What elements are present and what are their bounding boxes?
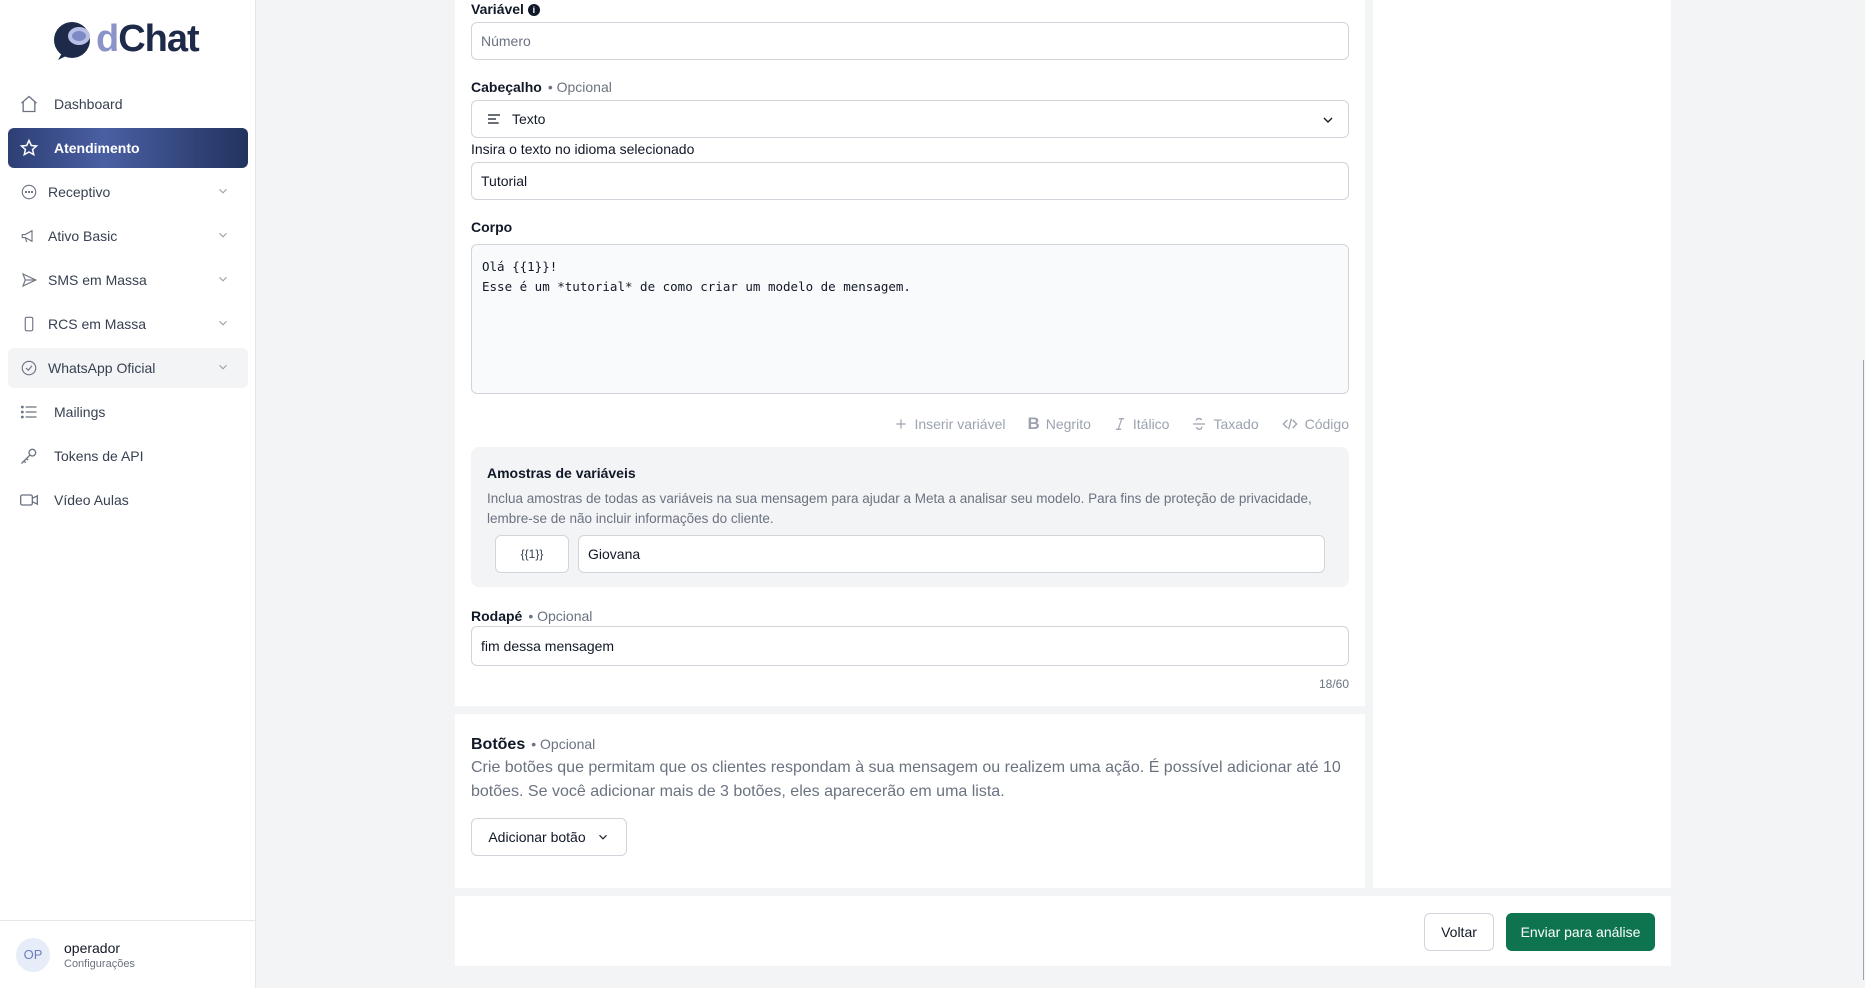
strikethrough-icon bbox=[1191, 416, 1207, 432]
chevron-down-icon bbox=[216, 184, 230, 201]
insert-variable-button[interactable]: Inserir variável bbox=[894, 416, 1005, 432]
samples-description: Inclua amostras de todas as variáveis na sua mensagem para ajudar a Meta a analisar seu modelo. Para fins de proteção de privacidade, lembre-se de não incluir informações do cliente. bbox=[487, 491, 1312, 526]
header-label: Cabeçalho • Opcional bbox=[471, 79, 612, 95]
header-type-value: Texto bbox=[512, 111, 546, 127]
code-button[interactable]: Código bbox=[1281, 416, 1349, 432]
sidebar-item-label: Tokens de API bbox=[54, 448, 144, 464]
variable-input[interactable]: Número bbox=[471, 22, 1349, 60]
form-actions-bar bbox=[455, 896, 1671, 966]
text-align-icon bbox=[486, 111, 502, 127]
add-button-dropdown[interactable]: Adicionar botão bbox=[471, 818, 627, 856]
optional-tag: • Opcional bbox=[531, 736, 596, 752]
template-form-card bbox=[455, 0, 1365, 706]
user-profile[interactable] bbox=[0, 920, 256, 988]
sidebar-item-label: Dashboard bbox=[54, 96, 123, 112]
chevron-down-icon bbox=[1320, 112, 1336, 128]
buttons-section bbox=[455, 714, 1365, 888]
footer-char-counter: 18/60 bbox=[1318, 677, 1349, 691]
sidebar-item-video-aulas[interactable] bbox=[8, 480, 248, 520]
sidebar-item-sms-em-massa[interactable] bbox=[8, 260, 248, 300]
sidebar-item-label: Receptivo bbox=[48, 184, 111, 200]
sidebar-item-label: SMS em Massa bbox=[48, 272, 147, 288]
footer-input[interactable]: fim dessa mensagem bbox=[471, 626, 1349, 666]
sidebar bbox=[0, 0, 256, 988]
info-icon[interactable]: i bbox=[528, 4, 540, 16]
sidebar-item-ativo-basic[interactable] bbox=[8, 216, 248, 256]
sidebar-item-rcs-em-massa[interactable] bbox=[8, 304, 248, 344]
chevron-down-icon bbox=[216, 360, 230, 377]
mobile-icon bbox=[18, 313, 40, 335]
user-settings-link[interactable]: Configurações bbox=[64, 957, 135, 970]
avatar: OP bbox=[16, 938, 50, 972]
brand-prefix: d bbox=[96, 18, 119, 60]
body-textarea[interactable]: Olá {{1}}! Esse é um *tutorial* de como criar um modelo de mensagem. bbox=[471, 244, 1349, 394]
samples-title: Amostras de variáveis bbox=[487, 465, 636, 481]
sidebar-item-label: Mailings bbox=[54, 404, 106, 420]
header-hint: Insira o texto no idioma selecionado bbox=[471, 141, 695, 157]
header-type-select[interactable] bbox=[471, 100, 1349, 138]
variable-label: Variável i bbox=[471, 1, 540, 17]
sidebar-item-receptivo[interactable] bbox=[8, 172, 248, 212]
scrollbar[interactable] bbox=[1863, 360, 1864, 980]
video-icon bbox=[18, 489, 40, 511]
list-icon bbox=[18, 401, 40, 423]
buttons-description: Crie botões que permitam que os clientes respondam à sua mensagem ou realizem uma ação. É possível adicionar até 10 botões. Se você adicionar mais de 3 botões, eles aparecerão em uma lista. bbox=[471, 759, 1341, 800]
variable-samples-panel bbox=[471, 447, 1349, 587]
optional-tag: • Opcional bbox=[547, 79, 612, 95]
strikethrough-button[interactable]: Taxado bbox=[1191, 416, 1258, 432]
code-icon bbox=[1281, 416, 1299, 432]
star-icon bbox=[18, 137, 40, 159]
sidebar-item-tokens-de-api[interactable] bbox=[8, 436, 248, 476]
header-text-input[interactable]: Tutorial bbox=[471, 162, 1349, 200]
submit-for-review-button[interactable]: Enviar para análise bbox=[1506, 913, 1655, 951]
body-label: Corpo bbox=[471, 219, 513, 235]
sidebar-nav bbox=[8, 84, 248, 524]
bold-icon: B bbox=[1027, 414, 1040, 433]
chevron-down-icon bbox=[216, 272, 230, 289]
check-circle-icon bbox=[18, 357, 40, 379]
chevron-down-icon bbox=[596, 830, 610, 844]
sidebar-item-label: WhatsApp Oficial bbox=[48, 360, 156, 376]
sidebar-item-whatsapp-oficial[interactable] bbox=[8, 348, 248, 388]
variable-chip: {{1}} bbox=[495, 535, 569, 573]
sidebar-item-dashboard[interactable] bbox=[8, 84, 248, 124]
buttons-title: Botões • Opcional bbox=[471, 736, 596, 753]
chevron-down-icon bbox=[216, 316, 230, 333]
sidebar-item-label: RCS em Massa bbox=[48, 316, 147, 332]
send-icon bbox=[18, 269, 40, 291]
sidebar-item-label: Atendimento bbox=[54, 140, 140, 156]
chevron-down-icon bbox=[216, 228, 230, 245]
sidebar-item-label: Vídeo Aulas bbox=[54, 492, 129, 508]
sidebar-item-atendimento[interactable] bbox=[8, 128, 248, 168]
plus-icon bbox=[894, 417, 908, 431]
chat-bubble-icon bbox=[18, 181, 40, 203]
sidebar-item-label: Ativo Basic bbox=[48, 228, 118, 244]
megaphone-icon bbox=[18, 225, 40, 247]
brand-logo[interactable] bbox=[52, 18, 199, 61]
formatting-toolbar bbox=[872, 414, 1349, 434]
italic-icon bbox=[1113, 416, 1127, 432]
home-icon bbox=[18, 93, 40, 115]
footer-label: Rodapé • Opcional bbox=[471, 608, 593, 624]
brand-name: Chat bbox=[118, 18, 199, 60]
preview-panel bbox=[1373, 0, 1671, 888]
italic-button[interactable]: Itálico bbox=[1113, 416, 1170, 432]
bold-button[interactable]: B Negrito bbox=[1027, 414, 1091, 433]
sample-value-input[interactable]: Giovana bbox=[578, 535, 1325, 573]
sidebar-item-mailings[interactable] bbox=[8, 392, 248, 432]
back-button[interactable]: Voltar bbox=[1424, 913, 1494, 951]
chat-logo-icon bbox=[52, 19, 98, 61]
key-icon bbox=[18, 445, 40, 467]
user-name: operador bbox=[64, 939, 121, 956]
optional-tag: • Opcional bbox=[528, 608, 593, 624]
